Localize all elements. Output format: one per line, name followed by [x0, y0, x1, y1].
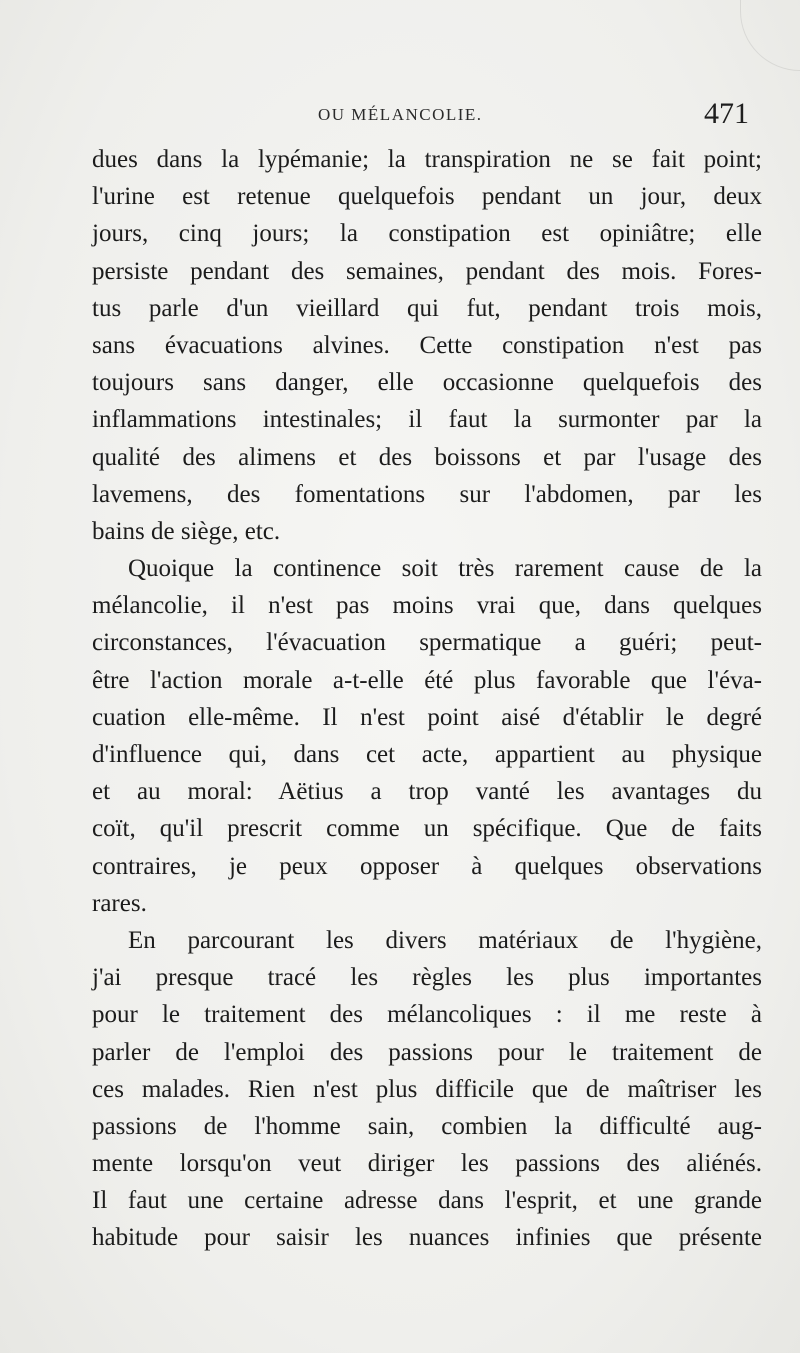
paragraph-start-line: Quoique la continence soit très rarement cause de la [128, 555, 762, 583]
text-line: inflammations intestinales; il faut la surmonter par la [92, 406, 762, 434]
text-line: contraires, je peux opposer à quelques observations [92, 852, 762, 880]
text-line: sans évacuations alvines. Cette constipation n'est pas [92, 331, 762, 359]
text-line: toujours sans danger, elle occasionne quelquefois des [92, 369, 762, 397]
text-line: être l'action morale a-t-elle été plus favorable que l'éva- [92, 666, 762, 694]
text-line: mélancolie, il n'est pas moins vrai que, dans quelques [92, 592, 762, 620]
text-line: ces malades. Rien n'est plus difficile que de maîtriser les [92, 1075, 762, 1103]
text-line: parler de l'emploi des passions pour le traitement de [92, 1038, 762, 1066]
text-line: passions de l'homme sain, combien la difficulté aug- [92, 1112, 762, 1140]
text-line: jours, cinq jours; la constipation est opiniâtre; elle [92, 220, 762, 248]
text-line: qualité des alimens et des boissons et par l'usage des [92, 443, 762, 471]
body-text [92, 141, 762, 1257]
paragraph-end-line: bains de siège, etc. [92, 517, 281, 545]
text-line: cuation elle-même. Il n'est point aisé d'établir le degré [92, 703, 762, 731]
text-line: habitude pour saisir les nuances infinies que présente [92, 1224, 762, 1252]
text-line: et au moral: Aëtius a trop vanté les avantages du [92, 778, 762, 806]
text-line: mente lorsqu'on veut diriger les passions des aliénés. [92, 1150, 762, 1178]
text-line: j'ai presque tracé les règles les plus importantes [92, 964, 762, 992]
text-line: tus parle d'un vieillard qui fut, pendant trois mois, [92, 294, 762, 322]
text-line: l'urine est retenue quelquefois pendant un jour, deux [92, 183, 762, 211]
paragraph-start-line: En parcourant les divers matériaux de l'hygiène, [128, 926, 762, 954]
text-line: coït, qu'il prescrit comme un spécifique. Que de faits [92, 815, 762, 843]
text-line: dues dans la lypémanie; la transpiration ne se fait point; [92, 146, 762, 173]
text-line: d'influence qui, dans cet acte, appartient au physique [92, 741, 762, 768]
running-title: OU MÉLANCOLIE. [318, 105, 483, 124]
page-corner-crease [740, 0, 800, 71]
text-line: Il faut une certaine adresse dans l'esprit, et une grande [92, 1187, 762, 1215]
text-line: pour le traitement des mélancoliques : il me reste à [92, 1001, 762, 1029]
text-line: circonstances, l'évacuation spermatique a guéri; peut- [92, 629, 762, 657]
paragraph-end-line: rares. [92, 889, 147, 917]
text-line: persiste pendant des semaines, pendant des mois. Fores- [92, 257, 762, 285]
text-line: lavemens, des fomentations sur l'abdomen, par les [92, 480, 762, 508]
page-number: 471 [704, 97, 749, 130]
